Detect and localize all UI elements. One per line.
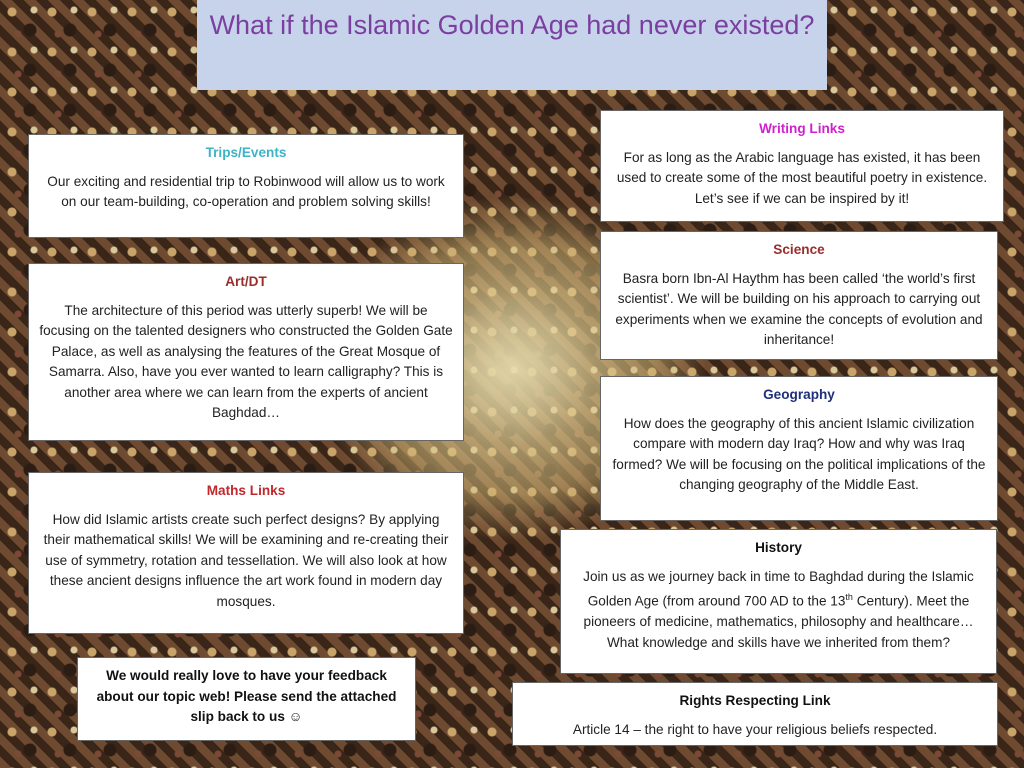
history-ordinal: th xyxy=(845,592,853,602)
writing-links-heading: Writing Links xyxy=(759,121,845,136)
page-title xyxy=(197,0,827,90)
rights-respecting-body: Article 14 – the right to have your religious beliefs respected. xyxy=(572,721,938,737)
maths-links-body: How did Islamic artists create such perfect designs? By applying their mathematical skills! We will be examining and re-creating their use of symmetry, rotation and tessellation. We will also look at how these ancient designs influence the art work found in modern day mosques. xyxy=(43,511,449,609)
writing-links-body: For as long as the Arabic language has existed, it has been used to create some of the most beautiful poetry in existence. Let’s see if we can be inspired by it! xyxy=(616,149,988,206)
history-body-start: Join us as we journey back in time to Baghdad during the Islamic Golden Age (from around 700 AD to the 13 xyxy=(583,568,974,609)
science-body: Basra born Ibn-Al Haythm has been called ‘the world’s first scientist’. We will be building on his approach to carrying out experiments when we examine the concepts of evolution and inheritance! xyxy=(615,270,983,347)
rights-respecting-heading: Rights Respecting Link xyxy=(679,693,831,708)
history-box xyxy=(560,529,997,674)
geography-heading: Geography xyxy=(763,387,835,402)
title-text: What if the Islamic Golden Age had never existed? xyxy=(209,10,815,40)
art-dt-body: The architecture of this period was utterly superb! We will be focusing on the talented designers who constructed the Golden Gate Palace, as well as analysing the features of the Great Mosque of Samarra. Also, have you ever wanted to learn calligraphy? This is another area where we can learn from the experts of ancient Baghdad… xyxy=(39,302,453,420)
trips-events-box xyxy=(28,134,464,238)
maths-links-heading: Maths Links xyxy=(206,483,286,498)
feedback-text: We would really love to have your feedback about our topic web! Please send the attached slip back to us ☺ xyxy=(96,668,397,724)
feedback-box xyxy=(77,657,416,741)
geography-body: How does the geography of this ancient Islamic civilization compare with modern day Iraq? How and why was Iraq formed? We will be focusing on the political implications of the changing geography of the Middle East. xyxy=(612,415,986,492)
rights-respecting-box xyxy=(512,682,998,746)
art-dt-box xyxy=(28,263,464,441)
history-heading: History xyxy=(755,540,802,555)
maths-links-box xyxy=(28,472,464,634)
science-heading: Science xyxy=(773,242,825,257)
writing-links-box xyxy=(600,110,1004,222)
history-body-end: Century). Meet the pioneers of medicine, mathematics, philosophy and healthcare…What knowledge and skills have we inherited from them? xyxy=(583,593,974,650)
science-box xyxy=(600,231,998,360)
geography-box xyxy=(600,376,998,521)
trips-events-body: Our exciting and residential trip to Robinwood will allow us to work on our team-building, co-operation and problem solving skills! xyxy=(47,173,445,209)
history-body xyxy=(571,567,986,654)
art-dt-heading: Art/DT xyxy=(225,274,267,289)
trips-events-heading: Trips/Events xyxy=(205,145,287,160)
